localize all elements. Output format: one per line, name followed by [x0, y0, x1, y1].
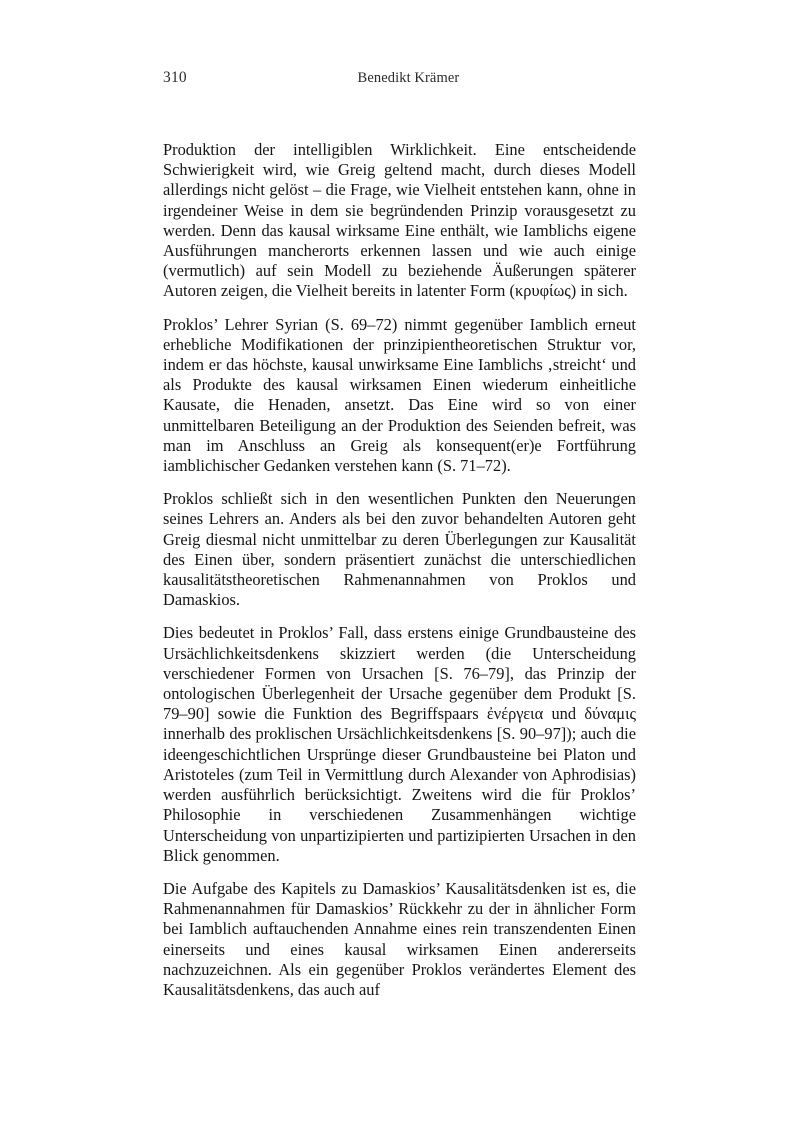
body-paragraph: Proklos’ Lehrer Syrian (S. 69–72) nimmt gegenüber Iamblich erneut erhebliche Modifikationen der prinzipientheoretischen Struktur vor, indem er das höchste, kausal unwirksame Eine Iamblichs ‚streicht‘ und als Produkte des kausal wirksamen Einen wiederum einheitliche Kausate, die Henaden, ansetzt. Das Eine wird so von einer unmittelbaren Beteiligung an der Produktion des Seienden befreit, was man im Anschluss an Greig als konsequent(er)e Fortführung iamblichischer Gedanken verstehen kann (S. 71–72). [163, 314, 636, 476]
body-paragraph: Proklos schließt sich in den wesentlichen Punkten den Neuerungen seines Lehrers an. Anders als bei den zuvor behandelten Autoren geht Greig diesmal nicht unmittelbar zu deren Überlegungen zur Kausalität des Einen über, sondern präsentiert zunächst die unterschiedlichen kausalitätstheoretischen Rahmenannahmen von Proklos und Damaskios. [163, 489, 636, 610]
running-head-title: Benedikt Krämer [357, 70, 460, 86]
body-paragraph: Produktion der intelligiblen Wirklichkeit. Eine entscheidende Schwierigkeit wird, wie Greig geltend macht, durch dieses Modell allerdings nicht gelöst – die Frage, wie Vielheit entstehen kann, ohne in irgendeiner Weise in dem sie begründenden Prinzip vorausgesetzt zu werden. Denn das kausal wirksame Eine enthält, wie Iamblichs eigene Ausführungen mancherorts erkennen lassen und wie auch einige (vermutlich) auf sein Modell zu beziehende Äußerungen späterer Autoren zeigen, die Vielheit bereits in latenter Form (κρυφίως) in sich. [163, 140, 636, 301]
page-number: 310 [163, 69, 187, 86]
body-paragraph: Die Aufgabe des Kapitels zu Damaskios’ Kausalitätsdenken ist es, die Rahmenannahmen für Damaskios’ Rückkehr zu der in ähnlicher Form bei Iamblich auftauchenden Annahme eines rein transzendenten Einen einerseits und eines kausal wirksamen Einen andererseits nachzuzeichnen. Als ein gegenüber Proklos verändertes Element des Kausalitätsdenkens, das auch auf [163, 878, 636, 999]
body-text-block [163, 140, 636, 1000]
page-running-head [163, 69, 636, 89]
body-paragraph: Dies bedeutet in Proklos’ Fall, dass erstens einige Grundbausteine des Ursächlichkeitsdenkens skizziert werden (die Unterscheidung verschiedener Formen von Ursachen [S. 76–79], das Prinzip der ontologischen Überlegenheit der Ursache gegenüber dem Produkt [S. 79–90] sowie die Funktion des Begriffspaars ἐνέργεια und δύναμις innerhalb des proklischen Ursächlichkeitsdenkens [S. 90–97]); auch die ideengeschichtlichen Ursprünge dieser Grundbausteine bei Platon und Aristoteles (zum Teil in Vermittlung durch Alexander von Aphrodisias) werden ausführlich berücksichtigt. Zweitens wird die für Proklos’ Philosophie in verschiedenen Zusammenhängen wichtige Unterscheidung von unpartizipierten und partizipierten Ursachen in den Blick genommen. [163, 623, 636, 865]
